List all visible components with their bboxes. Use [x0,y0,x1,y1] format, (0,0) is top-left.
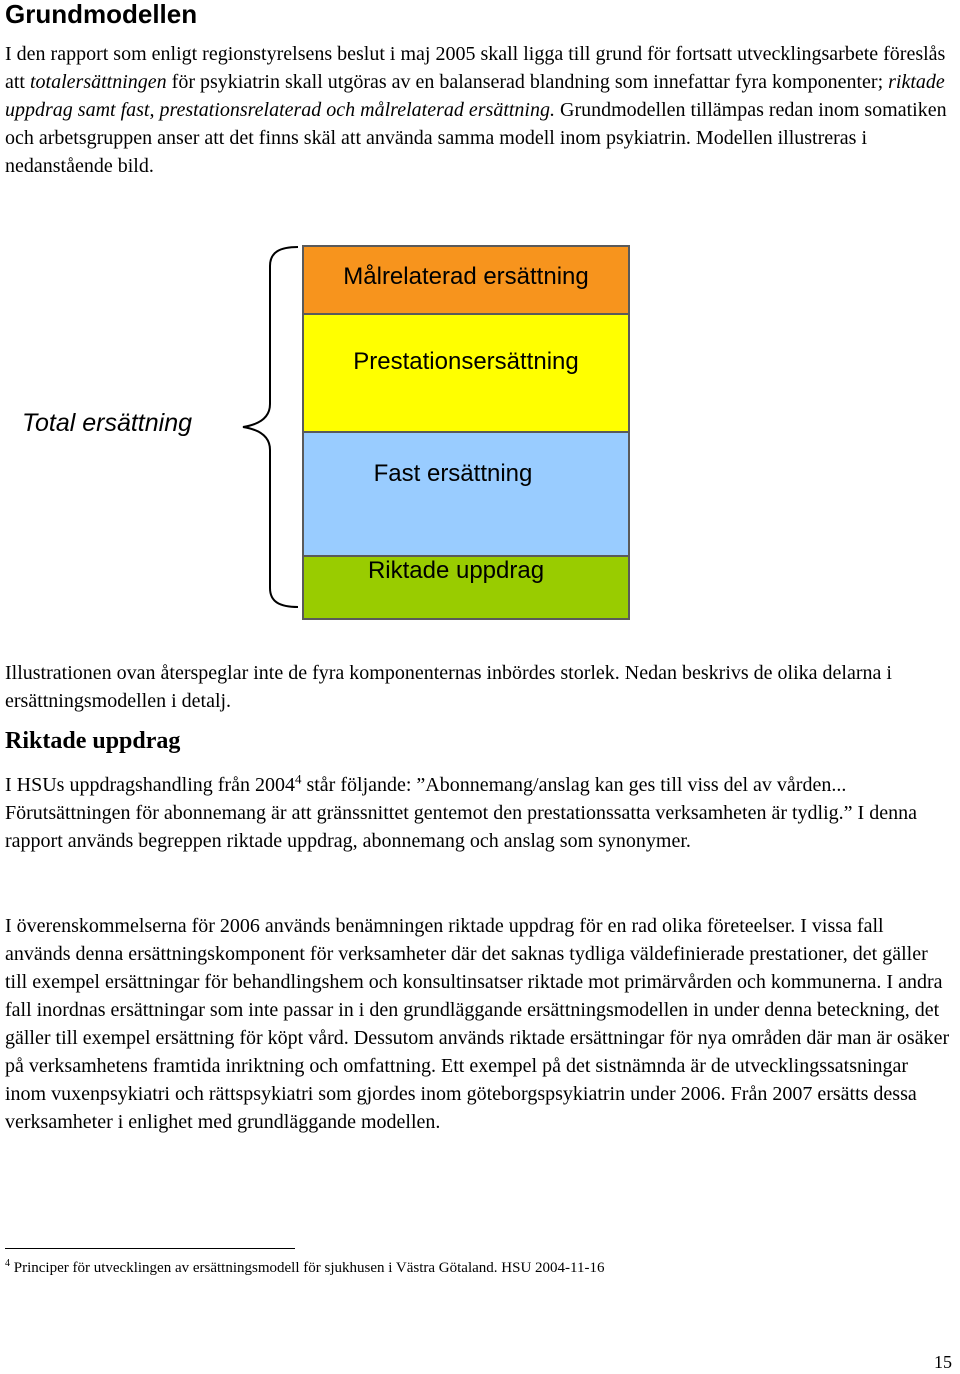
total-compensation-label: Total ersättning [22,409,193,437]
footnote-text: Principer för utvecklingen av ersättningsmodell för sjukhusen i Västra Götaland. HSU 2004-11-16 [10,1260,605,1276]
goal-related-label: Målrelaterad ersättning [343,263,589,290]
illustration-note-paragraph: Illustrationen ovan återspeglar inte de fyra komponenternas inbördes storlek. Nedan beskrivs de olika delarna i ersättningsmodellen i detalj. [5,662,892,712]
performance-label: Prestationsersättning [353,348,579,375]
intro-text-3: Grundmodellen tillämpas redan inom somatiken och arbetsgruppen anser att det finns skäl att använda samma modell inom psykiatrin. Modellen illustreras i nedanstående bild. [5,99,947,177]
targeted-assignments-label: Riktade uppdrag [367,557,545,584]
footnote-number: 4 [5,1258,10,1269]
intro-text-1: I den rapport som enligt regionstyrelsens beslut i maj 2005 skall ligga till grund för fortsatt utvecklingsarbete föreslås att [5,43,946,93]
hsu-text-a: I HSUs uppdragshandling från 2004 [5,774,295,796]
curly-brace [240,244,302,610]
agreements-paragraph: I överenskommelserna för 2006 används benämningen riktade uppdrag för en rad olika företeelser. I vissa fall används denna ersättningskomponent för verksamheter där det saknas tydliga väldefinierade prestationer, det gäller till exempel ersättningar för behandlingshem och konsultinsatser riktade mot primärvården och kommunerna. I andra fall inordnas ersättningar som inte passar in i den grundläggande ersättningsmodellen in under denna beteckning, det gäller till exempel ersättning för köpt vård. Dessutom används riktade ersättningar för nya områden där man är osäker på verksamhetens framtida inriktning och omfattning. Ett exempel på det sistnämnda är de utvecklingssatsningar inom vuxenpsykiatri och rättspsykiatri som gjordes inom göteborgspsykiatrin under 2006. Från 2007 ersätts dessa verksamheter i enlighet med grundläggande modellen. [5,915,950,1133]
footnote-divider [5,1248,295,1249]
section-heading: Riktade uppdrag [5,728,181,754]
footnote-reference[interactable]: 4 [294,771,302,787]
page-heading: Grundmodellen [5,0,198,29]
intro-emphasis-1: totalersättningen [30,71,167,93]
footnote [5,1259,604,1277]
intro-paragraph [5,40,951,180]
hsu-quote-paragraph [5,771,951,855]
fixed-label: Fast ersättning [373,460,533,487]
intro-text-2: för psykiatrin skall utgöras av en balanserad blandning som innefattar fyra komponenter; [166,71,889,93]
page-number: 15 [934,1352,952,1372]
goal-related-block [302,245,630,315]
hsu-text-b: står följande: ”Abonnemang/anslag kan ges till viss del av vården... Förutsättningen för abonnemang är att gränssnittet gentemot den prestationssatta verksamheten är tydlig.” I denna rapport används begreppen riktade uppdrag, abonnemang och anslag som synonymer. [5,774,917,852]
performance-block [302,313,630,433]
fixed-block [302,431,630,557]
targeted-assignments-block [302,555,630,620]
intro-emphasis-2: riktade uppdrag samt fast, prestationsrelaterad och målrelaterad ersättning. [5,71,945,121]
